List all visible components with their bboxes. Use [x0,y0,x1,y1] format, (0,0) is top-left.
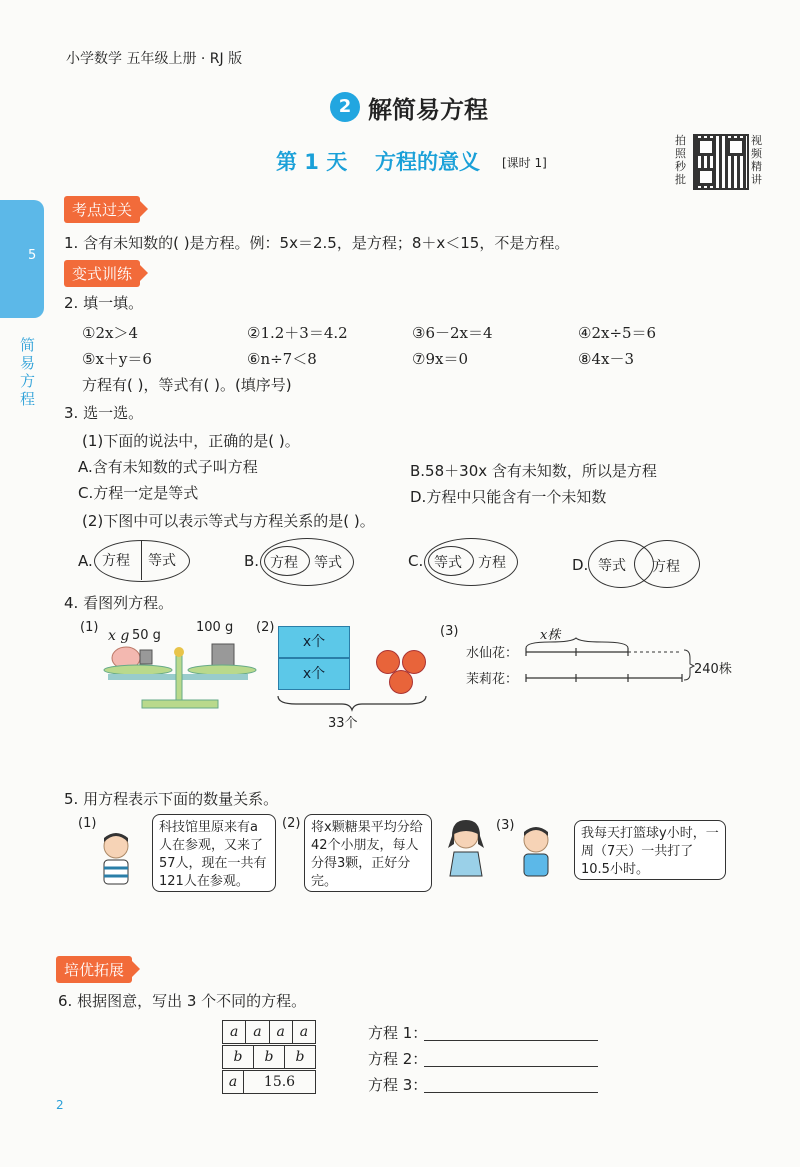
lesson-tag: [课时 1] [502,156,547,170]
q2-title: 2. 填一填。 [64,294,144,312]
grid-cell: a [292,1021,315,1044]
q4-title: 4. 看图列方程。 [64,594,174,612]
q3-diagram-label-d: D. [572,556,589,574]
q3-title: 3. 选一选。 [64,404,144,422]
q3-part1: (1)下面的说法中，正确的是( )。 [82,432,300,450]
eq3-blank[interactable] [424,1092,598,1093]
eq2-blank[interactable] [424,1066,598,1067]
q3-option-c: C.方程一定是等式 [78,484,199,502]
eq2-label: 方程 2： [368,1050,428,1068]
q6-grid-row2 [222,1045,316,1069]
q2-item: ⑤x＋y＝6 [82,350,152,368]
box-top: x个 [278,626,350,658]
lesson-title: 方程的意义 [375,150,480,174]
q3-diagram-label-c: C. [408,552,424,570]
q5-part2: (2) [282,816,301,831]
q2-item: ⑦9x＝0 [412,350,468,368]
boy-avatar-icon [96,830,136,888]
shuixian-label: 水仙花： [466,646,519,661]
q4-part1: (1) [80,620,99,635]
speech-bubble-3: 我每天打篮球y小时，一周（7天）一共打了10.5小时。 [574,820,726,880]
speech-bubble-2: 将x颗糖果平均分给42个小朋友，每人分得3颗，正好分完。 [304,814,432,892]
eq1-label: 方程 1： [368,1024,428,1042]
q5-title: 5. 用方程表示下面的数量关系。 [64,790,279,808]
q2-item: ⑧4x－3 [578,350,634,368]
qr-code-icon[interactable] [693,134,749,190]
q6-grid-row3 [222,1070,316,1094]
venn-b-inner-text: 方程 [270,555,298,571]
q6-title: 6. 根据图意，写出 3 个不同的方程。 [58,992,307,1010]
weight-50: 50 g [132,628,161,643]
girl-avatar-icon [444,818,488,880]
q2-item: ③6－2x＝4 [412,324,493,342]
venn-d-left-text: 等式 [598,558,626,574]
q3-part2: (2)下图中可以表示等式与方程关系的是( )。 [82,512,375,530]
section-badge-kaodian: 考点过关 [64,196,140,223]
side-tab-number: 5 [28,248,37,263]
q5-part3: (3) [496,818,515,833]
section-badge-bianshi: 变式训练 [64,260,140,287]
q6-grid [222,1020,316,1044]
q4-part2: (2) [256,620,275,635]
eq3-label: 方程 3： [368,1076,428,1094]
speech-bubble-1: 科技馆里原来有a人在参观，又来了57人，现在一共有121人在参观。 [152,814,276,892]
q5-part1: (1) [78,816,97,831]
unit-title: 解简易方程 [368,96,488,124]
qr-left-text: 拍照秒批 [675,134,686,186]
q3-option-a: A.含有未知数的式子叫方程 [78,458,258,476]
page-number: 2 [56,1098,64,1112]
q2-answer-line: 方程有( )，等式有( )。(填序号) [82,376,292,394]
brace-33-icon [276,694,428,710]
q4-part3: (3) [440,624,459,639]
sum-240-label: 240株 [694,662,732,677]
side-tab-title: 简易方程 [20,336,36,408]
venn-d-right-text: 方程 [652,559,680,575]
venn-a-divider [141,540,142,580]
segment-diagram [524,638,690,684]
venn-b-outer-text: 等式 [314,555,342,571]
q3-option-b: B.58＋30x 含有未知数，所以是方程 [410,462,657,480]
grid-cell: 15.6 [244,1071,316,1094]
weight-100: 100 g [196,620,234,635]
q3-diagram-label-b: B. [244,552,260,570]
venn-a-right: 等式 [148,553,176,569]
grid-cell: b [254,1046,285,1069]
section-badge-peiyou: 培优拓展 [56,956,132,983]
side-tab [0,200,44,318]
venn-c-outer-text: 方程 [478,555,506,571]
grid-cell: b [223,1046,254,1069]
venn-c-inner-text: 等式 [434,555,462,571]
q2-item: ②1.2＋3＝4.2 [247,324,348,342]
boy2-avatar-icon [514,824,558,878]
q4-total: 33个 [328,716,358,731]
grid-cell: a [246,1021,269,1044]
moli-label: 茉莉花： [466,672,519,687]
grid-cell: a [223,1021,246,1044]
box-bottom: x个 [278,658,350,690]
grid-cell: b [285,1046,316,1069]
grid-cell: a [223,1071,244,1094]
q3-diagram-label-a: A. [78,552,93,570]
weight-x: x g [108,628,130,644]
book-header: 小学数学 五年级上册 · RJ 版 [66,51,243,67]
balance-scale-icon [98,644,258,710]
basketball-icon [389,670,413,694]
grid-cell: a [269,1021,292,1044]
q2-item: ④2x÷5＝6 [578,324,657,342]
unit-number-badge: 2 [330,92,360,122]
lesson-day: 第 1 天 [276,150,348,174]
q2-item: ①2x＞4 [82,324,138,342]
q2-item: ⑥n÷7＜8 [247,350,317,368]
q3-option-d: D.方程中只能含有一个未知数 [410,488,607,506]
qr-right-text: 视频精讲 [751,134,762,186]
x-zhu-label: x株 [540,628,561,643]
q1-text: 1. 含有未知数的( )是方程。例：5x＝2.5，是方程；8＋x＜15，不是方程。 [64,234,570,252]
venn-a-left: 方程 [102,553,130,569]
eq1-blank[interactable] [424,1040,598,1041]
